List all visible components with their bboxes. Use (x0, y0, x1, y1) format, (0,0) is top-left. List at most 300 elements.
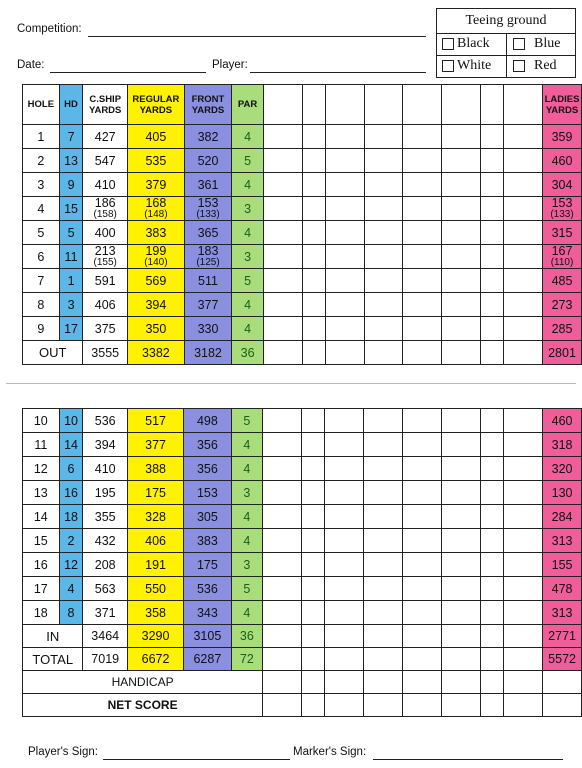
score-cell[interactable] (403, 149, 442, 173)
out-cship: 3555 (83, 341, 128, 365)
score-cell[interactable] (543, 671, 582, 694)
score-cell[interactable] (442, 149, 481, 173)
checkbox-black[interactable] (442, 38, 454, 50)
blank-col[interactable] (325, 85, 364, 125)
ladies-yards: 460 (543, 409, 582, 433)
score-cell[interactable] (364, 149, 403, 173)
score-cell[interactable] (442, 197, 481, 221)
cship-yards: 213 (155) (83, 245, 128, 269)
col-hd: HD (59, 85, 83, 125)
score-cell[interactable] (480, 577, 503, 601)
score-cell[interactable] (325, 125, 364, 149)
score-cell[interactable] (442, 317, 481, 341)
score-cell[interactable] (504, 269, 543, 293)
ladies-yards: 130 (543, 481, 582, 505)
score-cell[interactable] (302, 601, 325, 625)
score-cell[interactable] (325, 409, 364, 433)
score-cell[interactable] (302, 457, 325, 481)
checkbox-blue[interactable] (513, 38, 525, 50)
score-cell[interactable] (504, 409, 543, 433)
score-cell[interactable] (403, 577, 442, 601)
score-cell[interactable] (263, 221, 302, 245)
score-cell[interactable] (302, 125, 325, 149)
regular-yards: 550 (127, 577, 183, 601)
score-cell[interactable] (480, 173, 503, 197)
score-cell[interactable] (364, 409, 403, 433)
blank-col[interactable] (504, 85, 543, 125)
handicap-index: 7 (59, 125, 83, 149)
score-cell[interactable] (480, 149, 503, 173)
score-cell[interactable] (504, 433, 543, 457)
score-cell[interactable] (302, 221, 325, 245)
score-cell[interactable] (263, 317, 302, 341)
score-cell[interactable] (302, 317, 325, 341)
handicap-index: 2 (59, 529, 83, 553)
score-cell[interactable] (480, 409, 503, 433)
hole-number: 15 (23, 529, 60, 553)
score-cell[interactable] (504, 601, 543, 625)
tee-option-red[interactable]: Red (513, 58, 557, 74)
date-line[interactable] (50, 72, 206, 73)
score-cell[interactable] (263, 125, 302, 149)
in-front: 3105 (184, 625, 231, 648)
player-line[interactable] (250, 72, 426, 73)
score-cell[interactable] (403, 529, 442, 553)
score-cell[interactable] (364, 317, 403, 341)
score-cell[interactable] (480, 601, 503, 625)
score-cell[interactable] (263, 671, 302, 694)
score-cell[interactable] (325, 505, 364, 529)
hole-number: 6 (23, 245, 60, 269)
in-par: 36 (231, 625, 263, 648)
back-nine-table (22, 408, 582, 717)
score-cell[interactable] (263, 457, 302, 481)
score-cell[interactable] (325, 481, 364, 505)
score-cell[interactable] (403, 197, 442, 221)
handicap-index: 10 (59, 409, 83, 433)
score-cell[interactable] (480, 125, 503, 149)
score-cell[interactable] (403, 317, 442, 341)
handicap-row (23, 671, 582, 694)
score-cell[interactable] (442, 221, 481, 245)
score-cell[interactable] (302, 481, 325, 505)
score-cell[interactable] (480, 529, 503, 553)
score-cell[interactable] (325, 601, 364, 625)
score-cell[interactable] (263, 197, 302, 221)
ladies-yards: 460 (543, 149, 582, 173)
score-cell[interactable] (403, 245, 442, 269)
checkbox-red[interactable] (513, 60, 525, 72)
blank-col[interactable] (263, 85, 302, 125)
score-cell[interactable] (442, 553, 481, 577)
score-cell[interactable] (504, 221, 543, 245)
score-cell[interactable] (442, 505, 481, 529)
score-cell[interactable] (325, 221, 364, 245)
score-cell[interactable] (364, 293, 403, 317)
score-cell[interactable] (403, 409, 442, 433)
hole-row (23, 553, 582, 577)
score-cell[interactable] (504, 694, 543, 717)
score-cell[interactable] (263, 553, 302, 577)
score-cell[interactable] (480, 317, 503, 341)
score-cell[interactable] (364, 341, 403, 365)
competition-line[interactable] (88, 36, 426, 37)
score-cell[interactable] (263, 648, 302, 671)
handicap-index: 3 (59, 293, 83, 317)
score-cell[interactable] (480, 481, 503, 505)
hole-number: 4 (23, 197, 60, 221)
score-cell[interactable] (263, 293, 302, 317)
markers-sign-line[interactable] (373, 759, 563, 760)
score-cell[interactable] (442, 125, 481, 149)
score-cell[interactable] (263, 529, 302, 553)
score-cell[interactable] (504, 671, 543, 694)
score-cell[interactable] (325, 341, 364, 365)
total-cship: 7019 (83, 648, 128, 671)
score-cell[interactable] (364, 553, 403, 577)
par-value: 4 (232, 173, 264, 197)
handicap-index: 11 (59, 245, 83, 269)
hole-number: 9 (23, 317, 60, 341)
col-par: PAR (232, 85, 264, 125)
score-cell[interactable] (302, 197, 325, 221)
score-cell[interactable] (543, 694, 582, 717)
in-regular: 3290 (127, 625, 183, 648)
score-cell[interactable] (403, 481, 442, 505)
score-cell[interactable] (325, 671, 364, 694)
players-sign-line[interactable] (103, 759, 290, 760)
hole-row (23, 433, 582, 457)
score-cell[interactable] (504, 529, 543, 553)
score-cell[interactable] (403, 433, 442, 457)
front-yards: 536 (184, 577, 231, 601)
in-ladies: 2771 (543, 625, 582, 648)
score-cell[interactable] (480, 457, 503, 481)
blank-col[interactable] (403, 85, 442, 125)
score-cell[interactable] (263, 341, 302, 365)
score-cell[interactable] (442, 625, 481, 648)
hole-row (23, 221, 582, 245)
score-cell[interactable] (263, 433, 302, 457)
score-cell[interactable] (302, 149, 325, 173)
score-cell[interactable] (302, 245, 325, 269)
score-cell[interactable] (480, 553, 503, 577)
score-cell[interactable] (302, 648, 325, 671)
score-cell[interactable] (364, 457, 403, 481)
score-cell[interactable] (504, 293, 543, 317)
score-cell[interactable] (302, 293, 325, 317)
total-label: TOTAL (23, 648, 83, 671)
score-cell[interactable] (364, 245, 403, 269)
tee-option-white[interactable]: White (442, 58, 491, 74)
hole-number: 1 (23, 125, 60, 149)
cship-yards: 355 (83, 505, 128, 529)
score-cell[interactable] (442, 269, 481, 293)
score-cell[interactable] (325, 173, 364, 197)
score-cell[interactable] (325, 553, 364, 577)
score-cell[interactable] (263, 245, 302, 269)
cship-yards: 432 (83, 529, 128, 553)
regular-yards: 535 (128, 149, 185, 173)
score-cell[interactable] (480, 648, 503, 671)
competition-label: Competition: (17, 23, 82, 35)
hole-row (23, 529, 582, 553)
score-cell[interactable] (263, 601, 302, 625)
score-cell[interactable] (302, 671, 325, 694)
score-cell[interactable] (504, 577, 543, 601)
score-cell[interactable] (263, 505, 302, 529)
score-cell[interactable] (403, 125, 442, 149)
score-cell[interactable] (364, 648, 403, 671)
score-cell[interactable] (325, 317, 364, 341)
handicap-row-label: HANDICAP (23, 671, 263, 694)
regular-yards: 191 (127, 553, 183, 577)
score-cell[interactable] (504, 341, 543, 365)
front-yards: 365 (184, 221, 232, 245)
score-cell[interactable] (325, 577, 364, 601)
score-cell[interactable] (480, 433, 503, 457)
in-label: IN (23, 625, 83, 648)
tee-option-blue[interactable]: Blue (513, 36, 560, 52)
score-cell[interactable] (302, 694, 325, 717)
blank-col[interactable] (442, 85, 481, 125)
handicap-index: 15 (59, 197, 83, 221)
score-cell[interactable] (263, 481, 302, 505)
front-yards: 520 (184, 149, 232, 173)
front-yards: 377 (184, 293, 232, 317)
score-cell[interactable] (263, 694, 302, 717)
score-cell[interactable] (480, 221, 503, 245)
hole-number: 11 (23, 433, 60, 457)
score-cell[interactable] (302, 341, 325, 365)
col-hole: HOLE (23, 85, 60, 125)
cship-yards: 400 (83, 221, 128, 245)
score-cell[interactable] (504, 245, 543, 269)
score-cell[interactable] (403, 625, 442, 648)
ladies-yards: 153 (133) (543, 197, 582, 221)
score-cell[interactable] (504, 505, 543, 529)
ladies-yards: 313 (543, 601, 582, 625)
score-cell[interactable] (325, 245, 364, 269)
score-cell[interactable] (302, 269, 325, 293)
score-cell[interactable] (364, 625, 403, 648)
cship-yards: 406 (83, 293, 128, 317)
tee-option-black[interactable]: Black (442, 36, 490, 52)
score-cell[interactable] (504, 125, 543, 149)
score-cell[interactable] (480, 505, 503, 529)
score-cell[interactable] (442, 433, 481, 457)
score-cell[interactable] (442, 245, 481, 269)
score-cell[interactable] (302, 553, 325, 577)
fold-line (6, 383, 576, 384)
score-cell[interactable] (302, 173, 325, 197)
score-cell[interactable] (325, 197, 364, 221)
score-cell[interactable] (325, 149, 364, 173)
score-cell[interactable] (364, 577, 403, 601)
score-cell[interactable] (302, 529, 325, 553)
score-cell[interactable] (480, 625, 503, 648)
score-cell[interactable] (302, 625, 325, 648)
score-cell[interactable] (263, 409, 302, 433)
score-cell[interactable] (302, 433, 325, 457)
score-cell[interactable] (403, 293, 442, 317)
hole-row (23, 317, 582, 341)
score-cell[interactable] (442, 293, 481, 317)
score-cell[interactable] (263, 173, 302, 197)
regular-yards: 358 (127, 601, 183, 625)
score-cell[interactable] (480, 245, 503, 269)
cship-yards: 208 (83, 553, 128, 577)
score-cell[interactable] (504, 197, 543, 221)
total-row (23, 648, 582, 671)
ladies-yards: 313 (543, 529, 582, 553)
score-cell[interactable] (403, 221, 442, 245)
score-cell[interactable] (480, 671, 503, 694)
score-cell[interactable] (302, 409, 325, 433)
handicap-index: 4 (59, 577, 83, 601)
col-cship: C.SHIP YARDS (83, 85, 128, 125)
teeing-ground-title: Teeing ground (465, 13, 547, 28)
score-cell[interactable] (403, 505, 442, 529)
par-value: 3 (231, 553, 263, 577)
front-nine-table (22, 84, 582, 365)
score-cell[interactable] (364, 481, 403, 505)
front-yards: 356 (184, 433, 231, 457)
score-cell[interactable] (263, 149, 302, 173)
hole-number: 3 (23, 173, 60, 197)
score-cell[interactable] (504, 173, 543, 197)
ladies-yards: 485 (543, 269, 582, 293)
score-cell[interactable] (442, 671, 481, 694)
front-yards: 330 (184, 317, 232, 341)
score-cell[interactable] (442, 173, 481, 197)
ladies-yards: 167 (110) (543, 245, 582, 269)
hole-row (23, 409, 582, 433)
blank-col[interactable] (480, 85, 503, 125)
score-cell[interactable] (325, 694, 364, 717)
cship-yards: 410 (83, 457, 128, 481)
score-cell[interactable] (403, 341, 442, 365)
score-cell[interactable] (504, 553, 543, 577)
players-sign-label: Player's Sign: (28, 746, 98, 758)
score-cell[interactable] (325, 269, 364, 293)
total-par: 72 (231, 648, 263, 671)
regular-yards: 569 (128, 269, 185, 293)
score-cell[interactable] (403, 694, 442, 717)
score-cell[interactable] (504, 648, 543, 671)
score-cell[interactable] (403, 173, 442, 197)
regular-yards: 517 (127, 409, 183, 433)
score-cell[interactable] (325, 648, 364, 671)
score-cell[interactable] (442, 341, 481, 365)
cship-yards: 195 (83, 481, 128, 505)
score-cell[interactable] (364, 505, 403, 529)
score-cell[interactable] (403, 457, 442, 481)
score-cell[interactable] (442, 648, 481, 671)
handicap-index: 17 (59, 317, 83, 341)
handicap-index: 5 (59, 221, 83, 245)
blank-col[interactable] (302, 85, 325, 125)
hole-number: 5 (23, 221, 60, 245)
hole-row (23, 293, 582, 317)
score-cell[interactable] (403, 269, 442, 293)
score-cell[interactable] (325, 293, 364, 317)
score-cell[interactable] (442, 457, 481, 481)
col-regular: REGULAR YARDS (128, 85, 185, 125)
score-cell[interactable] (325, 625, 364, 648)
blank-col[interactable] (364, 85, 403, 125)
score-cell[interactable] (442, 529, 481, 553)
score-cell[interactable] (263, 625, 302, 648)
par-value: 5 (231, 577, 263, 601)
score-cell[interactable] (442, 577, 481, 601)
score-cell[interactable] (504, 457, 543, 481)
score-cell[interactable] (403, 671, 442, 694)
cship-yards: 371 (83, 601, 128, 625)
date-label: Date: (17, 59, 45, 71)
score-cell[interactable] (480, 293, 503, 317)
hole-number: 7 (23, 269, 60, 293)
score-cell[interactable] (364, 197, 403, 221)
par-value: 4 (232, 317, 264, 341)
score-cell[interactable] (442, 481, 481, 505)
handicap-index: 8 (59, 601, 83, 625)
score-cell[interactable] (364, 529, 403, 553)
score-cell[interactable] (325, 457, 364, 481)
score-cell[interactable] (403, 553, 442, 577)
score-cell[interactable] (480, 197, 503, 221)
score-cell[interactable] (263, 269, 302, 293)
score-cell[interactable] (364, 269, 403, 293)
handicap-index: 9 (59, 173, 83, 197)
score-cell[interactable] (302, 577, 325, 601)
score-cell[interactable] (302, 505, 325, 529)
score-cell[interactable] (480, 694, 503, 717)
score-cell[interactable] (364, 433, 403, 457)
hole-number: 17 (23, 577, 60, 601)
score-cell[interactable] (504, 481, 543, 505)
score-cell[interactable] (480, 269, 503, 293)
score-cell[interactable] (364, 173, 403, 197)
score-cell[interactable] (364, 694, 403, 717)
score-cell[interactable] (325, 433, 364, 457)
regular-yards: 388 (127, 457, 183, 481)
score-cell[interactable] (442, 409, 481, 433)
handicap-index: 16 (59, 481, 83, 505)
ladies-yards: 284 (543, 505, 582, 529)
score-cell[interactable] (442, 694, 481, 717)
score-cell[interactable] (504, 625, 543, 648)
front-yards: 153 (133) (184, 197, 232, 221)
par-value: 3 (231, 481, 263, 505)
score-cell[interactable] (263, 577, 302, 601)
score-cell[interactable] (403, 648, 442, 671)
score-cell[interactable] (504, 149, 543, 173)
score-cell[interactable] (364, 671, 403, 694)
hole-row (23, 197, 582, 221)
score-cell[interactable] (504, 317, 543, 341)
checkbox-white[interactable] (442, 60, 454, 72)
score-cell[interactable] (364, 221, 403, 245)
score-cell[interactable] (403, 601, 442, 625)
score-cell[interactable] (442, 601, 481, 625)
score-cell[interactable] (364, 601, 403, 625)
regular-yards: 394 (128, 293, 185, 317)
cship-yards: 186 (158) (83, 197, 128, 221)
score-cell[interactable] (364, 125, 403, 149)
score-cell[interactable] (480, 341, 503, 365)
score-cell[interactable] (325, 529, 364, 553)
